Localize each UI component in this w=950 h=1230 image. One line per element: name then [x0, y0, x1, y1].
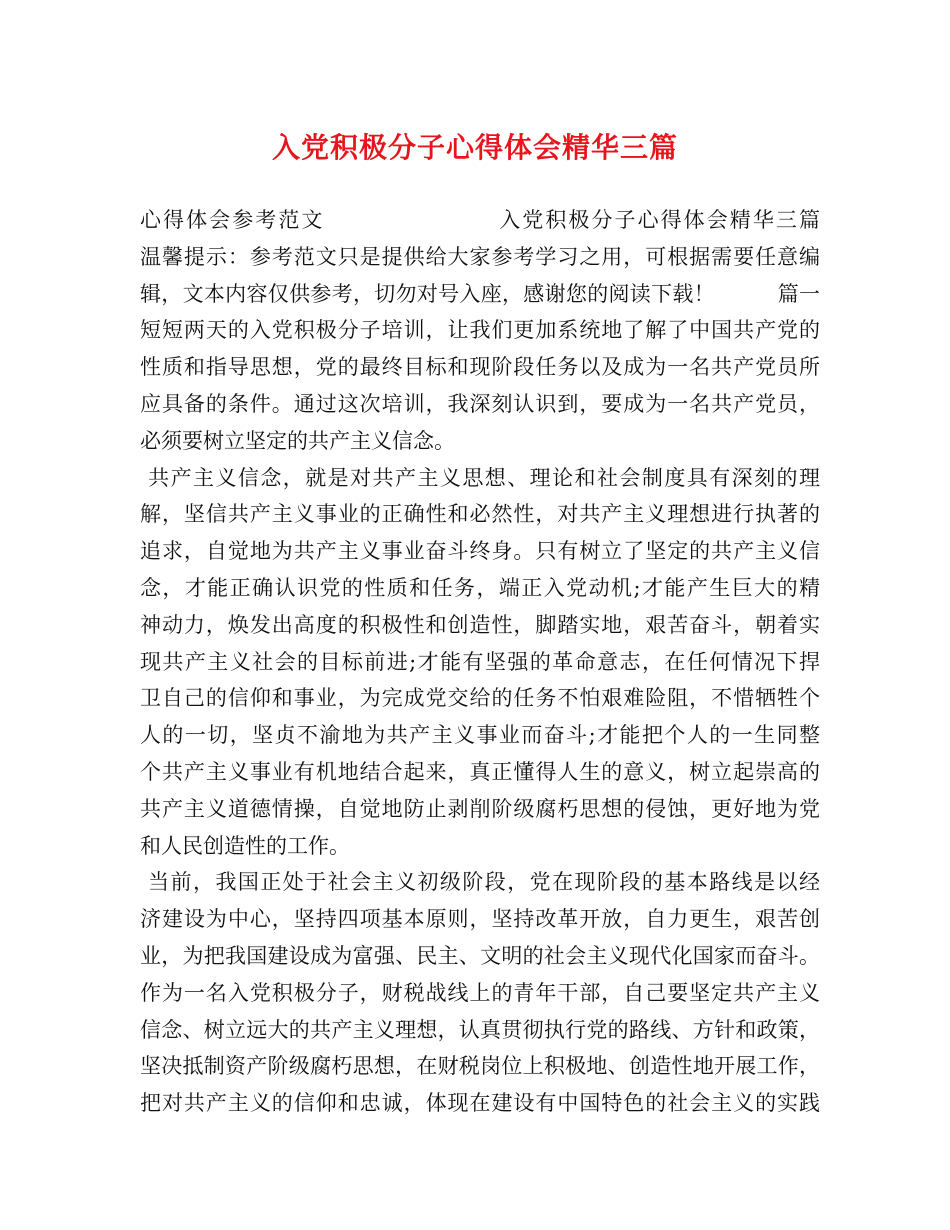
text-line: 个共产主义事业有机地结合起来，真正懂得人生的意义，树立起崇高的: [140, 759, 820, 784]
text-line: 坚决抵制资产阶级腐朽思想，在财税岗位上积极地、创造性地开展工作，: [140, 1054, 820, 1079]
text-line: 神动力，焕发出高度的积极性和创造性，脚踏实地，艰苦奋斗，朝着实: [140, 612, 820, 637]
text-line: 解，坚信共产主义事业的正确性和必然性，对共产主义理想进行执著的: [140, 502, 820, 527]
document-body: [140, 202, 820, 1122]
text-line: 追求，自觉地为共产主义事业奋斗终身。只有树立了坚定的共产主义信: [140, 539, 820, 564]
text-line: 念，才能正确认识党的性质和任务，端正入党动机;才能产生巨大的精: [140, 575, 820, 600]
text-line: 当前，我国正处于社会主义初级阶段，党在现阶段的基本路线是以经: [140, 870, 820, 895]
text-line: 济建设为中心，坚持四项基本原则，坚持改革开放，自力更生，艰苦创: [140, 907, 820, 932]
text-line: 应具备的条件。通过这次培训，我深刻认识到，要成为一名共产党员，: [140, 391, 820, 416]
text-line: 信念、树立远大的共产主义理想，认真贯彻执行党的路线、方针和政策，: [140, 1017, 820, 1042]
text-line: 作为一名入党积极分子，财税战线上的青年干部，自己要坚定共产主义: [140, 980, 820, 1005]
text-line: 业，为把我国建设成为富强、民主、文明的社会主义现代化国家而奋斗。: [140, 943, 820, 968]
text-line: 卫自己的信仰和事业，为完成党交给的任务不怕艰难险阻，不惜牺牲个: [140, 686, 820, 711]
text-line: 共产主义信念，就是对共产主义思想、理论和社会制度具有深刻的理: [140, 465, 820, 490]
text-line: 温馨提示：参考范文只是提供给大家参考学习之用，可根据需要任意编: [140, 244, 820, 269]
text-line: 和人民创造性的工作。: [140, 833, 350, 858]
text-line: 共产主义道德情操，自觉地防止剥削阶级腐朽思想的侵蚀，更好地为党: [140, 796, 820, 821]
text-line: 必须要树立坚定的共产主义信念。: [140, 428, 455, 453]
text-line: 把对共产主义的信仰和忠诚，体现在建设有中国特色的社会主义的实践: [140, 1091, 820, 1116]
text-line: 心得体会参考范文 入党积极分子心得体会精华三篇: [140, 208, 820, 232]
text-line: 人的一切，坚贞不渝地为共产主义事业而奋斗;才能把个人的一生同整: [140, 723, 820, 748]
text-line: 性质和指导思想，党的最终目标和现阶段任务以及成为一名共产党员所: [140, 355, 820, 380]
text-line: 现共产主义社会的目标前进;才能有坚强的革命意志，在任何情况下捍: [140, 649, 820, 674]
text-line: 短短两天的入党积极分子培训，让我们更加系统地了解了中国共产党的: [140, 318, 820, 343]
text-line: 辑，文本内容仅供参考，切勿对号入座，感谢您的阅读下载！ 篇一: [140, 281, 820, 306]
document-title: 入党积极分子心得体会精华三篇: [271, 131, 678, 164]
